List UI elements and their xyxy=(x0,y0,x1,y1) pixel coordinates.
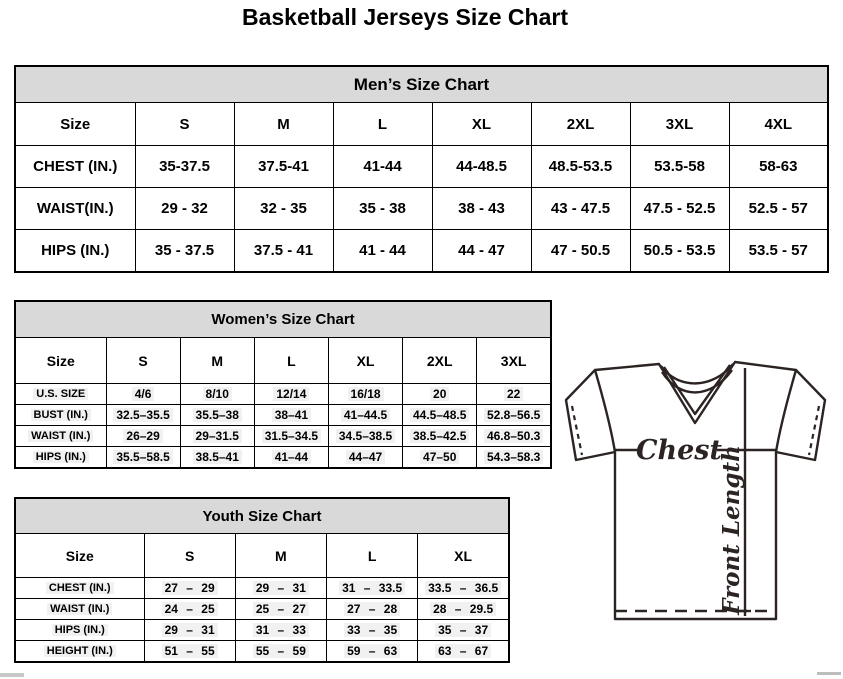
table-cell xyxy=(729,230,828,273)
cell-value: 12/14 xyxy=(273,387,309,401)
table-cell xyxy=(135,230,234,273)
cell-value: 27 – 28 xyxy=(344,602,400,616)
column-header: S xyxy=(135,103,234,146)
table-cell xyxy=(254,384,328,405)
table-cell xyxy=(106,447,180,469)
mens-chart-title-row xyxy=(15,66,828,103)
cell-value: 31 – 33 xyxy=(253,623,309,637)
column-header: XL xyxy=(418,534,509,578)
table-cell xyxy=(106,426,180,447)
row-label xyxy=(15,405,106,426)
cell-value: 41-44 xyxy=(363,158,402,175)
table-cell xyxy=(106,384,180,405)
table-cell xyxy=(477,447,551,469)
cell-value: 58-63 xyxy=(759,158,798,175)
table-cell xyxy=(328,384,402,405)
table-cell xyxy=(254,405,328,426)
table-row xyxy=(15,188,828,230)
cell-value: 41–44.5 xyxy=(341,408,390,422)
table-cell xyxy=(144,641,235,663)
row-label-text: CHEST (IN.) xyxy=(46,582,114,594)
table-cell xyxy=(403,447,477,469)
column-header: 4XL xyxy=(729,103,828,146)
table-cell xyxy=(333,188,432,230)
table-cell xyxy=(234,230,333,273)
cell-value: 55 – 59 xyxy=(253,644,309,658)
table-cell xyxy=(531,230,630,273)
row-label xyxy=(15,230,135,273)
column-header: L xyxy=(327,534,418,578)
column-header: L xyxy=(254,338,328,384)
table-cell xyxy=(180,384,254,405)
table-row xyxy=(15,384,551,405)
cell-value: 32.5–35.5 xyxy=(113,408,172,422)
column-header: XL xyxy=(432,103,531,146)
cell-value: 41 - 44 xyxy=(359,242,406,259)
right-sleeve-seam xyxy=(776,370,796,452)
table-cell xyxy=(327,620,418,641)
table-cell xyxy=(333,146,432,188)
cell-value: 44-48.5 xyxy=(456,158,507,175)
cell-value: 47–50 xyxy=(420,450,459,464)
table-cell xyxy=(418,599,509,620)
column-header: M xyxy=(180,338,254,384)
cell-value: 31 – 33.5 xyxy=(339,581,405,595)
cell-value: 35-37.5 xyxy=(159,158,210,175)
cell-value: 54.3–58.3 xyxy=(484,450,543,464)
row-label-text: HEIGHT (IN.) xyxy=(44,645,116,657)
table-cell xyxy=(328,426,402,447)
cell-value: 29 - 32 xyxy=(161,200,208,217)
column-header: Size xyxy=(15,103,135,146)
table-cell xyxy=(418,641,509,663)
row-label xyxy=(15,447,106,469)
row-label-text: WAIST(IN.) xyxy=(36,200,114,217)
cell-value: 38.5–42.5 xyxy=(410,429,469,443)
cell-value: 22 xyxy=(504,387,523,401)
column-header: 3XL xyxy=(477,338,551,384)
row-label xyxy=(15,384,106,405)
cell-value: 37.5-41 xyxy=(258,158,309,175)
table-cell xyxy=(180,447,254,469)
table-cell xyxy=(235,641,326,663)
cell-value: 44–47 xyxy=(346,450,385,464)
column-header: Size xyxy=(15,338,106,384)
table-cell xyxy=(729,188,828,230)
table-cell xyxy=(432,188,531,230)
mens-chart-title: Men’s Size Chart xyxy=(15,66,828,103)
row-label-text: CHEST (IN.) xyxy=(33,158,118,175)
cell-value: 52.8–56.5 xyxy=(484,408,543,422)
cell-value: 29 – 31 xyxy=(162,623,218,637)
table-cell xyxy=(729,146,828,188)
mens-column-header-row xyxy=(15,103,828,146)
table-cell xyxy=(254,447,328,469)
row-label-text: HIPS (IN.) xyxy=(52,624,108,636)
table-cell xyxy=(328,405,402,426)
column-header: S xyxy=(144,534,235,578)
womens-chart-title: Women’s Size Chart xyxy=(15,301,551,338)
table-cell xyxy=(403,405,477,426)
youth-chart-title-row xyxy=(15,498,509,534)
cell-value: 28 – 29.5 xyxy=(430,602,496,616)
youth-column-header-row xyxy=(15,534,509,578)
table-cell xyxy=(144,620,235,641)
cell-value: 8/10 xyxy=(203,387,232,401)
table-cell xyxy=(418,620,509,641)
table-cell xyxy=(327,599,418,620)
table-cell xyxy=(630,188,729,230)
row-label xyxy=(15,620,144,641)
row-label-text: U.S. SIZE xyxy=(33,388,88,400)
table-cell xyxy=(235,578,326,599)
cell-value: 53.5-58 xyxy=(654,158,705,175)
youth-size-table xyxy=(14,497,510,663)
row-label xyxy=(15,426,106,447)
cell-value: 52.5 - 57 xyxy=(748,200,808,217)
jersey-diagram-svg xyxy=(556,356,840,626)
page-title: Basketball Jerseys Size Chart xyxy=(241,4,568,30)
row-label xyxy=(15,188,135,230)
table-cell xyxy=(135,188,234,230)
table-cell xyxy=(135,146,234,188)
row-label-text: HIPS (IN.) xyxy=(41,242,110,259)
cell-value: 26–29 xyxy=(123,429,162,443)
cell-value: 44.5–48.5 xyxy=(410,408,469,422)
table-cell xyxy=(234,146,333,188)
table-cell xyxy=(403,426,477,447)
column-header: 2XL xyxy=(403,338,477,384)
table-cell xyxy=(477,426,551,447)
column-header: S xyxy=(106,338,180,384)
cell-value: 29–31.5 xyxy=(193,429,242,443)
cell-value: 33.5 – 36.5 xyxy=(425,581,501,595)
table-row xyxy=(15,620,509,641)
cell-value: 44 - 47 xyxy=(458,242,505,259)
cell-value: 4/6 xyxy=(132,387,155,401)
cell-value: 34.5–38.5 xyxy=(336,429,395,443)
table-cell xyxy=(327,578,418,599)
cell-value: 41–44 xyxy=(272,450,311,464)
scrollbar-fragment-right[interactable] xyxy=(817,672,841,675)
cell-value: 38–41 xyxy=(272,408,311,422)
cell-value: 20 xyxy=(430,387,449,401)
table-cell xyxy=(180,426,254,447)
table-cell xyxy=(327,641,418,663)
cell-value: 27 – 29 xyxy=(162,581,218,595)
row-label xyxy=(15,641,144,663)
cell-value: 35.5–38 xyxy=(193,408,242,422)
left-sleeve-seam xyxy=(595,370,615,452)
cell-value: 38.5–41 xyxy=(193,450,242,464)
table-cell xyxy=(328,447,402,469)
cell-value: 24 – 25 xyxy=(162,602,218,616)
table-cell xyxy=(144,599,235,620)
table-row xyxy=(15,230,828,273)
row-label xyxy=(15,146,135,188)
cell-value: 35.5–58.5 xyxy=(113,450,172,464)
womens-column-header-row xyxy=(15,338,551,384)
cell-value: 47.5 - 52.5 xyxy=(643,200,716,217)
cell-value: 35 - 37.5 xyxy=(154,242,215,259)
cell-value: 29 – 31 xyxy=(253,581,309,595)
table-cell xyxy=(254,426,328,447)
table-cell xyxy=(235,599,326,620)
column-header: 3XL xyxy=(630,103,729,146)
row-label xyxy=(15,599,144,620)
cell-value: 37.5 - 41 xyxy=(253,242,314,259)
table-cell xyxy=(403,384,477,405)
scrollbar-fragment-left[interactable] xyxy=(0,673,24,677)
youth-chart-title: Youth Size Chart xyxy=(15,498,509,534)
cell-value: 59 – 63 xyxy=(344,644,400,658)
table-cell xyxy=(333,230,432,273)
cell-value: 32 - 35 xyxy=(260,200,307,217)
table-cell xyxy=(531,146,630,188)
cell-value: 35 - 38 xyxy=(359,200,406,217)
cell-value: 47 - 50.5 xyxy=(550,242,611,259)
table-cell xyxy=(630,230,729,273)
column-header: Size xyxy=(15,534,144,578)
mens-size-table xyxy=(14,65,829,273)
table-cell xyxy=(477,405,551,426)
row-label-text: WAIST (IN.) xyxy=(47,603,112,615)
table-row xyxy=(15,146,828,188)
cell-value: 48.5-53.5 xyxy=(548,158,613,175)
table-cell xyxy=(180,405,254,426)
table-row xyxy=(15,447,551,469)
row-label xyxy=(15,578,144,599)
jersey-measurement-diagram xyxy=(556,356,840,626)
cell-value: 25 – 27 xyxy=(253,602,309,616)
table-cell xyxy=(234,188,333,230)
cell-value: 31.5–34.5 xyxy=(262,429,321,443)
row-label-text: BUST (IN.) xyxy=(31,409,91,421)
table-row xyxy=(15,641,509,663)
womens-size-table xyxy=(14,300,552,469)
front-length-label: Front Length xyxy=(718,445,745,615)
row-label-text: HIPS (IN.) xyxy=(33,451,89,463)
table-cell xyxy=(432,230,531,273)
table-row xyxy=(15,578,509,599)
table-row xyxy=(15,405,551,426)
table-cell xyxy=(418,578,509,599)
cell-value: 35 – 37 xyxy=(435,623,491,637)
column-header: XL xyxy=(328,338,402,384)
column-header: M xyxy=(234,103,333,146)
cell-value: 16/18 xyxy=(348,387,384,401)
table-cell xyxy=(235,620,326,641)
cell-value: 50.5 - 53.5 xyxy=(643,242,716,259)
cell-value: 43 - 47.5 xyxy=(550,200,611,217)
table-cell xyxy=(106,405,180,426)
cell-value: 63 – 67 xyxy=(435,644,491,658)
table-row xyxy=(15,599,509,620)
chest-label: Chest xyxy=(636,435,722,466)
table-cell xyxy=(144,578,235,599)
womens-chart-title-row xyxy=(15,301,551,338)
cell-value: 33 – 35 xyxy=(344,623,400,637)
column-header: 2XL xyxy=(531,103,630,146)
table-cell xyxy=(531,188,630,230)
column-header: L xyxy=(333,103,432,146)
table-row xyxy=(15,426,551,447)
row-label-text: WAIST (IN.) xyxy=(28,430,93,442)
table-cell xyxy=(477,384,551,405)
cell-value: 51 – 55 xyxy=(162,644,218,658)
column-header: M xyxy=(235,534,326,578)
jersey-outline xyxy=(566,362,825,619)
cell-value: 38 - 43 xyxy=(458,200,505,217)
table-cell xyxy=(432,146,531,188)
cell-value: 53.5 - 57 xyxy=(748,242,808,259)
table-cell xyxy=(630,146,729,188)
cell-value: 46.8–50.3 xyxy=(484,429,543,443)
